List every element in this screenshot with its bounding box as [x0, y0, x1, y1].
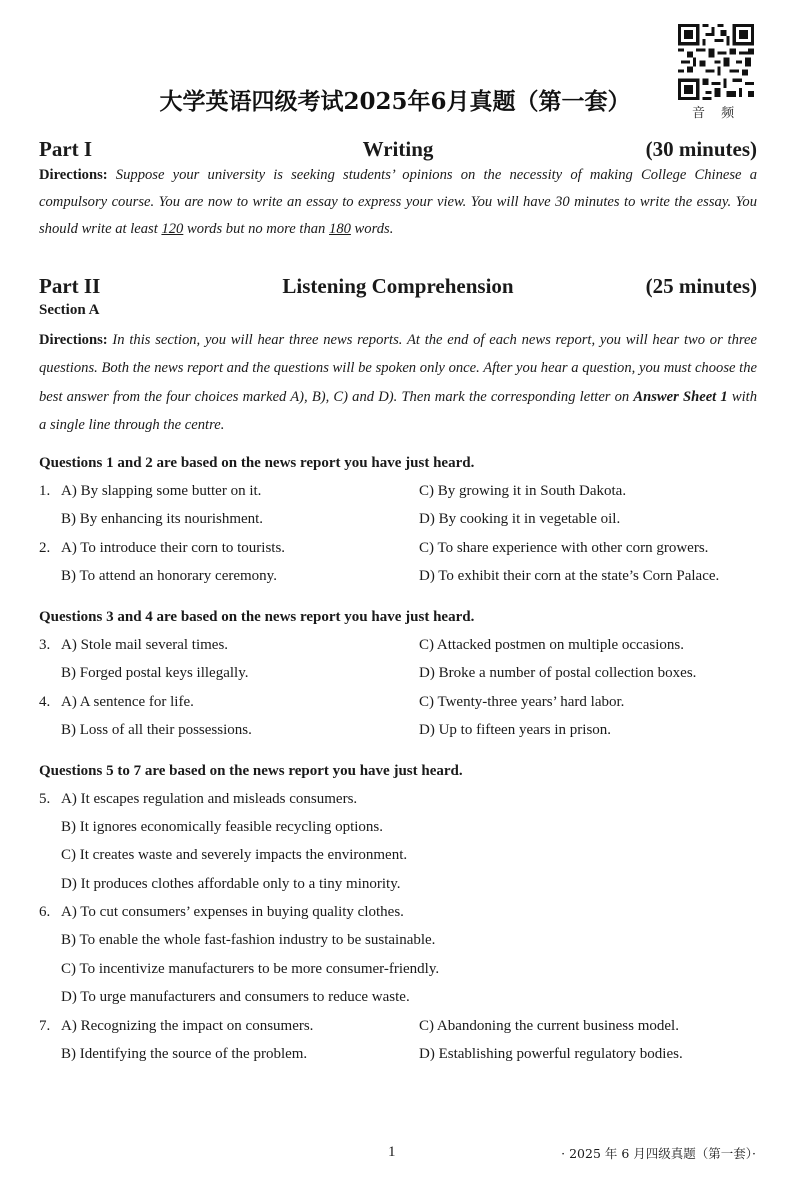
- option-b[interactable]: B) It ignores economically feasible recycling options.: [61, 819, 383, 835]
- option-d[interactable]: D) It produces clothes affordable only to a tiny minority.: [61, 876, 401, 892]
- part2-header: [39, 274, 757, 304]
- part1-directions-text-c: words.: [350, 221, 394, 237]
- option-a[interactable]: A) To cut consumers’ expenses in buying quality clothes.: [61, 904, 404, 920]
- option-b[interactable]: B) Identifying the source of the problem.: [61, 1046, 308, 1062]
- part2-directions: [39, 326, 757, 439]
- part2-label: Part II: [39, 274, 101, 298]
- option-c[interactable]: C) To incentivize manufacturers to be more consumer-friendly.: [61, 961, 440, 977]
- section-a-label: Section A: [39, 302, 100, 318]
- part1-time: (30 minutes): [645, 137, 757, 161]
- qr-label: 音 频: [692, 106, 741, 121]
- part1-directions-text-a: Suppose your university is seeking students’ opinions on the necessity of making College Chinese a compulsory course. You are now to write an essay to express your view. You will have 30 minutes to write the essay. You should write at least: [39, 167, 757, 237]
- max-words: 180: [329, 221, 351, 237]
- part2-directions-text-b: with a single line through the centre.: [39, 388, 758, 433]
- option-c[interactable]: C) By growing it in South Dakota.: [419, 483, 627, 499]
- option-c[interactable]: C) Twenty-three years’ hard labor.: [419, 694, 625, 710]
- group-heading: Questions 1 and 2 are based on the news report you have just heard.: [39, 455, 475, 471]
- part2-directions-lead: Directions:: [39, 332, 108, 348]
- group-heading: Questions 3 and 4 are based on the news report you have just heard.: [39, 609, 475, 625]
- option-a[interactable]: A) Recognizing the impact on consumers.: [61, 1018, 314, 1034]
- option-b[interactable]: B) Forged postal keys illegally.: [61, 665, 249, 681]
- question-number: 7.: [39, 1018, 51, 1034]
- option-b[interactable]: B) To attend an honorary ceremony.: [61, 568, 277, 584]
- part2-name: Listening Comprehension: [282, 274, 514, 298]
- option-c[interactable]: C) Attacked postmen on multiple occasions.: [419, 637, 684, 653]
- part1-directions-lead: Directions:: [39, 167, 108, 183]
- option-d[interactable]: D) Broke a number of postal collection boxes.: [419, 665, 697, 681]
- part1-directions: [39, 162, 757, 243]
- part1-label: Part I: [39, 137, 93, 161]
- part1-directions-text-b: words but no more than: [183, 221, 330, 237]
- option-d[interactable]: D) Establishing powerful regulatory bodies.: [419, 1046, 683, 1062]
- part1-name: Writing: [362, 137, 434, 161]
- question-number: 4.: [39, 694, 51, 710]
- footer-tag: · 2025 年 6 月四级真题（第一套）·: [561, 1146, 756, 1161]
- part2-time: (25 minutes): [645, 274, 757, 298]
- option-a[interactable]: A) To introduce their corn to tourists.: [61, 540, 286, 556]
- group-heading: Questions 5 to 7 are based on the news report you have just heard.: [39, 763, 463, 779]
- option-d[interactable]: D) Up to fifteen years in prison.: [419, 722, 612, 738]
- question-number: 3.: [39, 637, 51, 653]
- option-d[interactable]: D) By cooking it in vegetable oil.: [419, 511, 621, 527]
- option-b[interactable]: B) Loss of all their possessions.: [61, 722, 252, 738]
- option-a[interactable]: A) By slapping some butter on it.: [61, 483, 262, 499]
- page-title: 大学英语四级考试2025年6月真题（第一套）: [159, 88, 631, 115]
- option-d[interactable]: D) To exhibit their corn at the state’s Corn Palace.: [419, 568, 720, 584]
- option-c[interactable]: C) Abandoning the current business model.: [419, 1018, 679, 1034]
- option-a[interactable]: A) It escapes regulation and misleads consumers.: [61, 791, 358, 807]
- question-number: 1.: [39, 483, 51, 499]
- option-a[interactable]: A) A sentence for life.: [61, 694, 194, 710]
- question-number: 5.: [39, 791, 51, 807]
- option-a[interactable]: A) Stole mail several times.: [61, 637, 229, 653]
- min-words: 120: [161, 221, 184, 237]
- option-d[interactable]: D) To urge manufacturers and consumers to reduce waste.: [61, 989, 410, 1005]
- option-c[interactable]: C) It creates waste and severely impacts the environment.: [61, 847, 408, 863]
- option-b[interactable]: B) To enable the whole fast-fashion industry to be sustainable.: [61, 932, 436, 948]
- part2-directions-text-a: In this section, you will hear three news reports. At the end of each news report, you will hear two or three questions. Both the news report and the questions will be spoken only once. After you hear a question, you must choose the best answer from the four choices marked A), B), C) and D). Then mark the corresponding letter on: [39, 332, 757, 405]
- option-b[interactable]: B) By enhancing its nourishment.: [61, 511, 264, 527]
- page-number: 1: [388, 1144, 396, 1160]
- option-c[interactable]: C) To share experience with other corn growers.: [419, 540, 709, 556]
- question-number: 2.: [39, 540, 51, 556]
- answer-sheet-label: Answer Sheet 1: [633, 388, 728, 405]
- question-number: 6.: [39, 904, 51, 920]
